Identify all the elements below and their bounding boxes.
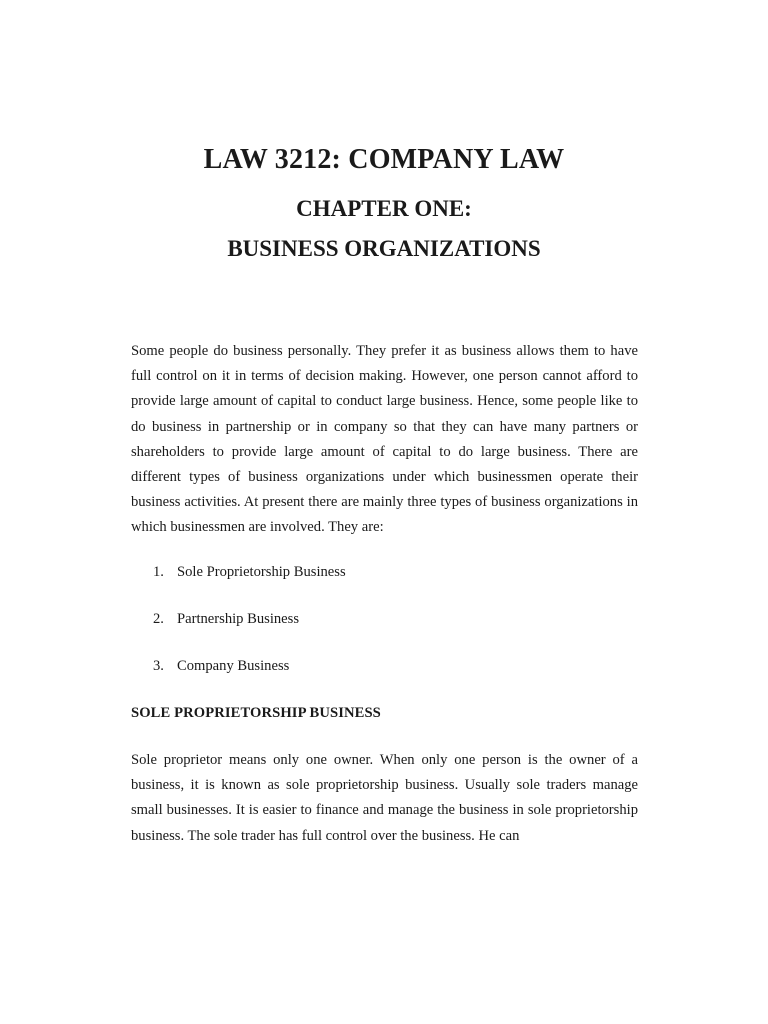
list-item [153,658,289,675]
document-title: LAW 3212: COMPANY LAW [203,144,565,175]
list-item-number: 1. [153,564,164,580]
list-item-text: Sole Proprietorship Business [177,564,346,580]
chapter-subtitle: BUSINESS ORGANIZATIONS [227,236,541,261]
section-paragraph: Sole proprietor means only one owner. When only one person is the owner of a business, it is known as sole proprietorship business. Usually sole traders manage small businesses. It is easier to finance and manage the business in sole proprietorship business. The sole trader has full control over the business. He can [131,752,638,844]
list-item-number: 3. [153,658,164,674]
list-item [153,611,299,628]
section-heading: SOLE PROPRIETORSHIP BUSINESS [131,705,381,721]
list-item [153,564,346,581]
list-item-text: Partnership Business [177,611,300,627]
list-item-number: 2. [153,611,164,627]
list-item-text: Company Business [177,658,290,674]
intro-paragraph: Some people do business personally. They prefer it as business allows them to have full control on it in terms of decision making. However, one person cannot afford to provide large amount of capital to conduct large business. Hence, some people like to do business in partnership or in company so that they can have many partners or shareholders to provide large amount of capital to do large business. There are different types of business organizations under which businessmen operate their business activities. At present there are mainly three types of business organizations in which businessmen are involved. They are: [131,343,638,536]
chapter-heading: CHAPTER ONE: [296,196,472,221]
